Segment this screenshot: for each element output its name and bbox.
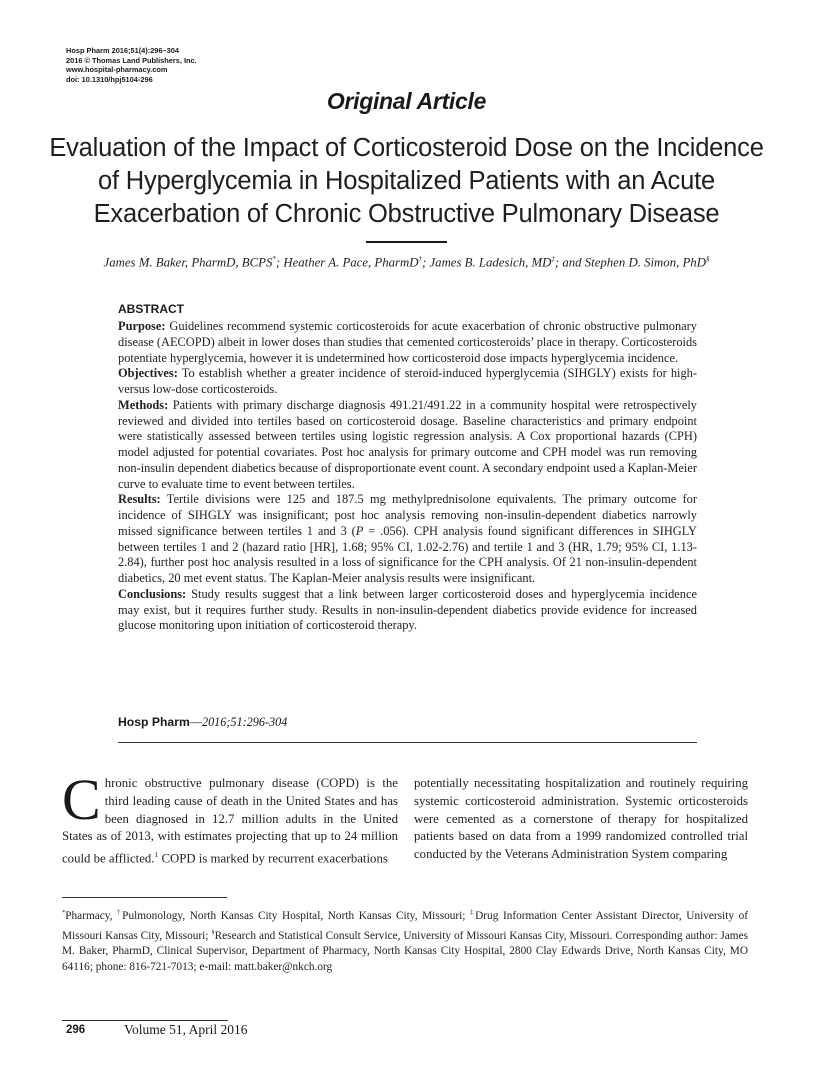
body-text: hronic obstructive pulmonary disease (COPD) is the third leading cause of death in the United States and has been diagnosed in 12.7 million adults in the United States as of 2013, with estimates projecting that up to 24 million could be afflicted. [62, 776, 398, 866]
journal-website[interactable]: www.hospital-pharmacy.com [66, 65, 168, 75]
author-ladesich: James B. Ladesich, MD [429, 255, 552, 270]
affiliation-mark: * [272, 255, 276, 263]
section-label: Objectives: [118, 366, 178, 381]
section-text: To establish whether a greater incidence of steroid-induced hyperglycemia (SIHGLY) exists for high- versus low-dose corticosteroids. [118, 366, 697, 396]
footnote-segment: Research and Statistical Consult Service, University of Missouri Kansas City, Missouri. Corresponding author: James M. Baker, PharmD, Clinical Supervisor, Department of Pharmacy, North Kansas City Hospital, 2800 Clay Edwards Drive, North Kansas City, MO 64116; phone: 816-721-7013; e-mail: matt.baker@nkch.org [62, 929, 748, 974]
body-text: potentially necessitating hospitalization and routinely requiring systemic corticosteroid administration. Systemic orticosteroids were cemented as a cornerstone of therapy for hospitalized patients based on data from a 1999 randomized controlled trial conducted by the Veterans Administration System comparing [414, 776, 748, 862]
section-text: Guidelines recommend systemic corticosteroids for acute exacerbation of chronic obstructive pulmonary disease (AECOPD) albeit in lower doses than studies that cemented corticosteroids’ place in therapy. Corticosteroids potentiate hyperglycemia, however it is undetermined how corticosteroid dose impacts hyperglycemia incidence. [118, 319, 697, 365]
author-separator: ; and [554, 255, 585, 270]
footnote-text [62, 905, 748, 976]
journal-citation-line: Hosp Pharm 2016;51(4):296–304 [66, 46, 179, 55]
copyright-line: 2016 © Thomas Land Publishers, Inc. [66, 55, 197, 65]
section-text: = .056). CPH analysis found significant differences in SIHGLY between tertiles 1 and 2 (hazard ratio [HR], 1.68; 95% CI, 1.02-2.76) and tertile 1 and 3 (HR, 1.79; 95% CI, 1.13-2.84), further post hoc analysis resulted in a loss of significance for the CPH analysis. Of 21 non-insulin-dependent diabetics, 20 met event status. The Kaplan-Meier analysis results were insignificant. [118, 523, 697, 585]
abstract-methods [118, 398, 697, 493]
citation-dash: — [189, 715, 202, 729]
citation-reference: 2016;51:296-304 [201, 715, 288, 729]
intro-paragraph [62, 767, 398, 868]
section-text: Tertile divisions were 125 and 187.5 mg methylprednisolone equivalents. The primary outcome for incidence of SIHGLY was insignificant; post hoc analysis removing non-insulin-dependent diabetics narrowly missed significance between tertiles 1 and 3 ( [118, 492, 697, 538]
abstract-conclusions [118, 587, 697, 634]
doi-line: doi: 10.1310/hpj5104-296 [66, 74, 153, 84]
title-line-1: Evaluation of the Impact of Corticosteroid Dose on the Incidence [49, 134, 764, 162]
affiliation-mark: § [705, 255, 710, 263]
abstract-results [118, 492, 697, 587]
author-separator: ; [275, 255, 284, 270]
title-divider [366, 241, 447, 243]
footer-divider [62, 1020, 228, 1021]
volume-info: Volume 51, April 2016 [124, 1022, 248, 1037]
section-label: Results: [118, 492, 161, 507]
author-separator: ; [422, 255, 430, 270]
publication-info [66, 46, 197, 84]
footnote-divider [62, 897, 227, 898]
affiliation-mark: † [117, 909, 123, 916]
affiliation-mark: ‡ [551, 255, 555, 263]
affiliation-mark: * [62, 909, 66, 916]
reference-mark[interactable]: 1 [154, 850, 159, 860]
affiliations-footnote [62, 905, 748, 976]
affiliation-mark: § [211, 928, 215, 936]
body-column-left [62, 767, 398, 868]
page-number: 296 [66, 1024, 86, 1036]
footnote-segment: Pulmonology, North Kansas City Hospital, North Kansas City, Missouri; [122, 909, 471, 922]
body-column-right [414, 775, 748, 864]
section-text: Study results suggest that a link between larger corticosteroid doses and hyperglycemia incidence may exist, but it requires further study. Results in non-insulin-dependent diabetics provide evidence for increased glucose monitoring upon initiation of corticosteroid therapy. [118, 586, 697, 633]
abstract-divider [118, 742, 697, 743]
footnote-segment: Pharmacy, [65, 909, 118, 922]
author-baker: James M. Baker, PharmD, BCPS [103, 255, 273, 270]
author-pace: Heather A. Pace, PharmD [283, 255, 419, 270]
footnote-segment: Drug Information Center Assistant Director, University of Missouri Kansas City, Missouri; [62, 909, 749, 942]
affiliation-mark: ‡ [470, 909, 476, 916]
title-line-3: Exacerbation of Chronic Obstructive Pulmonary Disease [93, 200, 720, 228]
section-label: Conclusions: [118, 586, 187, 601]
title-line-2: of Hyperglycemia in Hospitalized Patients with an Acute [98, 167, 715, 195]
p-value-symbol: P [355, 523, 364, 538]
article-citation [118, 715, 287, 730]
article-title [40, 132, 773, 231]
section-label: Purpose: [118, 319, 166, 333]
section-text: Patients with primary discharge diagnosis 491.21/491.22 in a community hospital were retrospectively reviewed and divided into tertiles based on corticosteroid dosage. Baseline characteristics and primary endpoint were statistically assessed between tertiles using logistic regression analysis. A Cox proportional hazards (CPH) model adjusted for potential covariates. Post hoc analysis for primary outcome and CPH model was run removing non-insulin dependent diabetics because of disproportionate event count. A secondary endpoint used a Kaplan-Meier curve to evaluate time to event between tertiles. [118, 397, 697, 491]
citation-journal: Hosp Pharm [118, 715, 190, 729]
abstract-purpose [118, 319, 697, 366]
article-type-heading: Original Article [326, 88, 487, 114]
abstract-heading: ABSTRACT [118, 302, 184, 316]
author-list [0, 255, 813, 270]
abstract-body [118, 319, 697, 634]
body-text: COPD is marked by recurrent exacerbations [158, 851, 388, 866]
section-label: Methods: [118, 397, 169, 412]
abstract-objectives [118, 366, 697, 398]
author-simon: Stephen D. Simon, PhD [584, 255, 706, 270]
drop-cap: C [62, 767, 101, 832]
affiliation-mark: † [418, 255, 423, 263]
